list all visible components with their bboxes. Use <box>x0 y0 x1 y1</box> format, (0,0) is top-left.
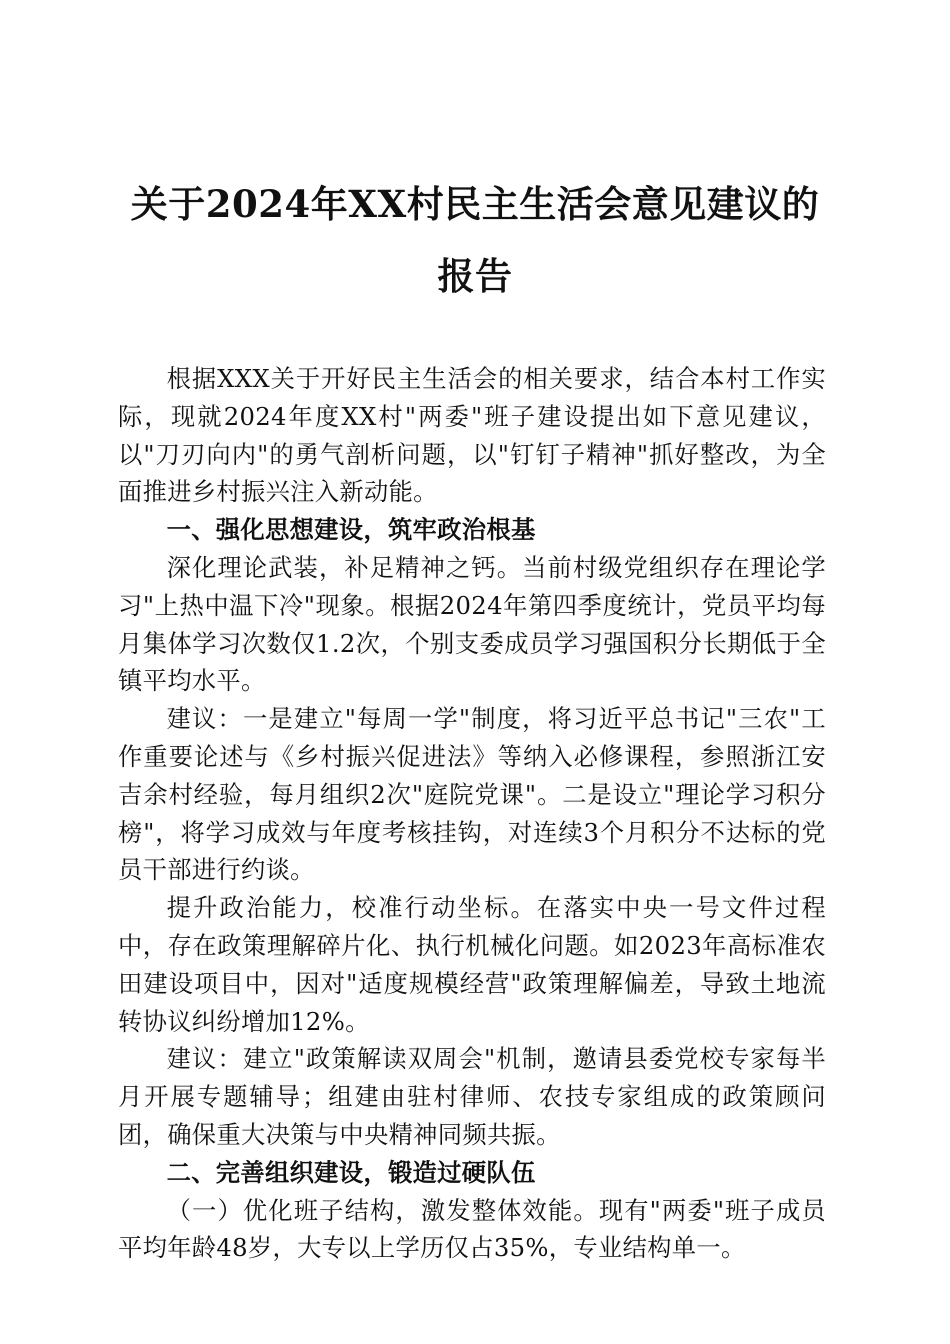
body-paragraph: 建议：一是建立"每周一学"制度，将习近平总书记"三农"工作重要论述与《乡村振兴促进法》等纳入必修课程，参照浙江安吉余村经验，每月组织2次"庭院党课"。二是设立"理论学习积分榜"，将学习成效与年度考核挂钩，对连续3个月积分不达标的党员干部进行约谈。 <box>118 704 826 885</box>
body-paragraph: 深化理论武装，补足精神之钙。当前村级党组织存在理论学习"上热中温下冷"现象。根据2024年第四季度统计，党员平均每月集体学习次数仅1.2次，个别支委成员学习强国积分长期低于全镇平均水平。 <box>118 552 826 696</box>
section-heading-2: 二、完善组织建设，锻造过硬队伍 <box>166 1157 536 1187</box>
intro-paragraph: 根据XXX关于开好民主生活会的相关要求，结合本村工作实际，现就2024年度XX村"两委"班子建设提出如下意见建议，以"刀刃向内"的勇气剖析问题，以"钉钉子精神"抓好整改，为全面推进乡村振兴注入新动能。 <box>118 364 826 507</box>
section-heading-1: 一、强化思想建设，筑牢政治根基 <box>166 515 536 545</box>
document-body <box>118 360 826 1267</box>
body-paragraph: 建议：建立"政策解读双周会"机制，邀请县委党校专家每半月开展专题辅导；组建由驻村律师、农技专家组成的政策顾问团，确保重大决策与中央精神同频共振。 <box>118 1044 826 1149</box>
body-paragraph: （一）优化班子结构，激发整体效能。现有"两委"班子成员平均年龄48岁，大专以上学历仅占35%，专业结构单一。 <box>118 1195 826 1263</box>
body-paragraph: 提升政治能力，校准行动坐标。在落实中央一号文件过程中，存在政策理解碎片化、执行机械化问题。如2023年高标准农田建设项目中，因对"适度规模经营"政策理解偏差，导致土地流转协议纠纷增加12%。 <box>118 893 826 1036</box>
document-title: 关于2024年XX村民主生活会意见建议的报告 <box>130 182 820 298</box>
